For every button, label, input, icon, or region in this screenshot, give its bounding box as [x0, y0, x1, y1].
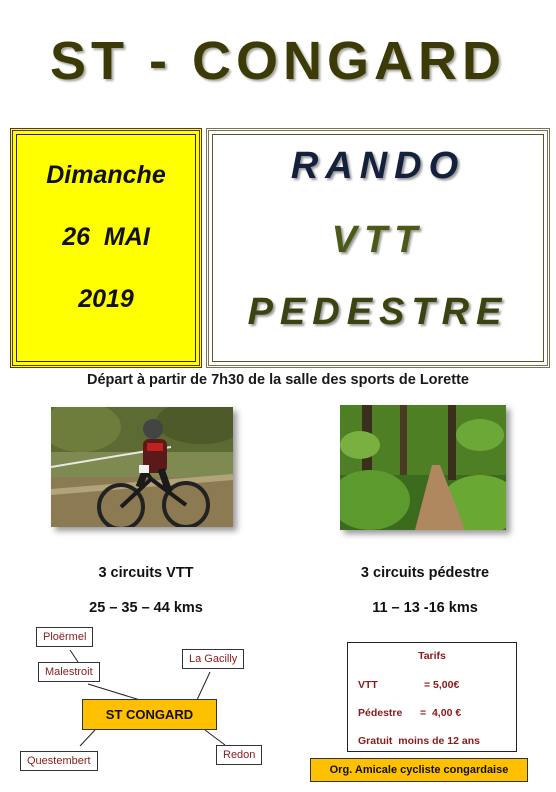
- organizer-banner: Org. Amicale cycliste congardaise: [310, 758, 528, 782]
- event-pedestre: PEDESTRE: [247, 291, 509, 333]
- date-year: 2019: [78, 285, 134, 313]
- pedestre-circuits-label: 3 circuits pédestre: [360, 565, 490, 581]
- forest-photo: [340, 405, 506, 530]
- tarifs-box: [347, 642, 517, 752]
- tarif-pedestre-label: Pédestre: [358, 707, 403, 719]
- mtb-photo: [51, 407, 233, 527]
- tarif-pedestre-price: = 4,00 €: [420, 707, 462, 719]
- event-rando: RANDO: [290, 145, 466, 187]
- pedestre-distances: 11 – 13 -16 kms: [372, 600, 478, 616]
- town-questembert: Questembert: [20, 751, 98, 771]
- date-box: [10, 128, 202, 368]
- page-title: ST - CONGARD: [50, 31, 506, 91]
- town-redon: Redon: [216, 745, 262, 765]
- tarif-vtt-label: VTT: [358, 679, 378, 691]
- vtt-distances: 25 – 35 – 44 kms: [89, 600, 203, 616]
- event-box: [206, 128, 550, 368]
- town-la-gacilly: La Gacilly: [182, 649, 244, 669]
- town-ploermel: Ploërmel: [36, 627, 93, 647]
- date-day: Dimanche: [46, 161, 166, 189]
- tarif-free: Gratuit moins de 12 ans: [358, 735, 480, 747]
- tarif-vtt-price: = 5,00€: [424, 679, 460, 691]
- date-date: 26 MAI: [62, 223, 150, 251]
- town-st-congard: ST CONGARD: [82, 699, 217, 730]
- tarifs-title: Tarifs: [418, 650, 446, 662]
- town-malestroit: Malestroit: [38, 662, 100, 682]
- event-vtt: VTT: [331, 219, 425, 261]
- departure-info: Départ à partir de 7h30 de la salle des sports de Lorette: [87, 372, 469, 388]
- vtt-circuits-label: 3 circuits VTT: [98, 565, 194, 581]
